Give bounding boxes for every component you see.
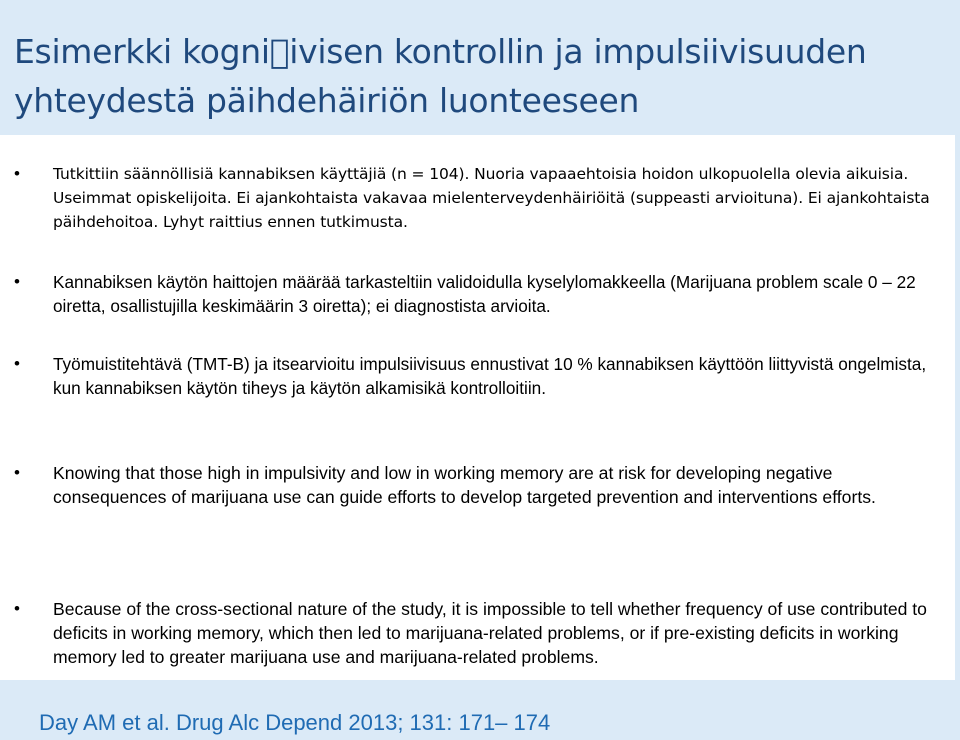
slide-title: Esimerkki kogni ivisen kontrollin ja impulsiivisuuden yhteydestä päihdehäiriön luonteeseen (14, 32, 867, 120)
bullet-text: Because of the cross-sectional nature of the study, it is impossible to tell whether frequency of use contributed to deficits in working memory, which then led to marijuana-related problems, or if pre-existing deficits in working memory led to greater marijuana use and marijuana-related problems. (53, 599, 927, 667)
citation: Day AM et al. Drug Alc Depend 2013; 131: 171– 174 (39, 710, 551, 735)
bullet-marker: • (14, 272, 20, 291)
bullet-text: Tutkittiin säännöllisiä kannabiksen käyttäjiä (n = 104). Nuoria vapaaehtoisia hoidon ulkopuolella olevia aikuisia. Useimmat opiskelijoita. Ei ajankohtaista vakavaa mielenterveydenhäiriöitä (suppeasti arvioituna). Ei ajankohtaista päihdehoitoa. Lyhyt raittius ennen tutkimusta. (53, 165, 930, 231)
bullet-marker: • (14, 164, 20, 183)
bullet-marker: • (14, 354, 20, 373)
bullet-text: Kannabiksen käytön haittojen määrää tarkasteltiin validoidulla kyselylomakkeella (Marijuana problem scale 0 – 22 oiretta, osallistujilla keskimäärin 3 oiretta); ei diagnostista arvioita. (53, 272, 916, 316)
bullet-text: Työmuistitehtävä (TMT-B) ja itsearvioitu impulsiivisuus ennustivat 10 % kannabiksen käyttöön liittyvistä ongelmista, kun kannabiksen käytön tiheys ja käytön alkamisikä kontrolloitiin. (53, 354, 927, 398)
bullet-marker: • (14, 463, 20, 482)
bullet-marker: • (14, 599, 20, 618)
slide-title-bar (0, 0, 952, 135)
bullet-text: Knowing that those high in impulsivity and low in working memory are at risk for developing negative consequences of marijuana use can guide efforts to develop targeted prevention and interventions efforts. (53, 463, 876, 507)
